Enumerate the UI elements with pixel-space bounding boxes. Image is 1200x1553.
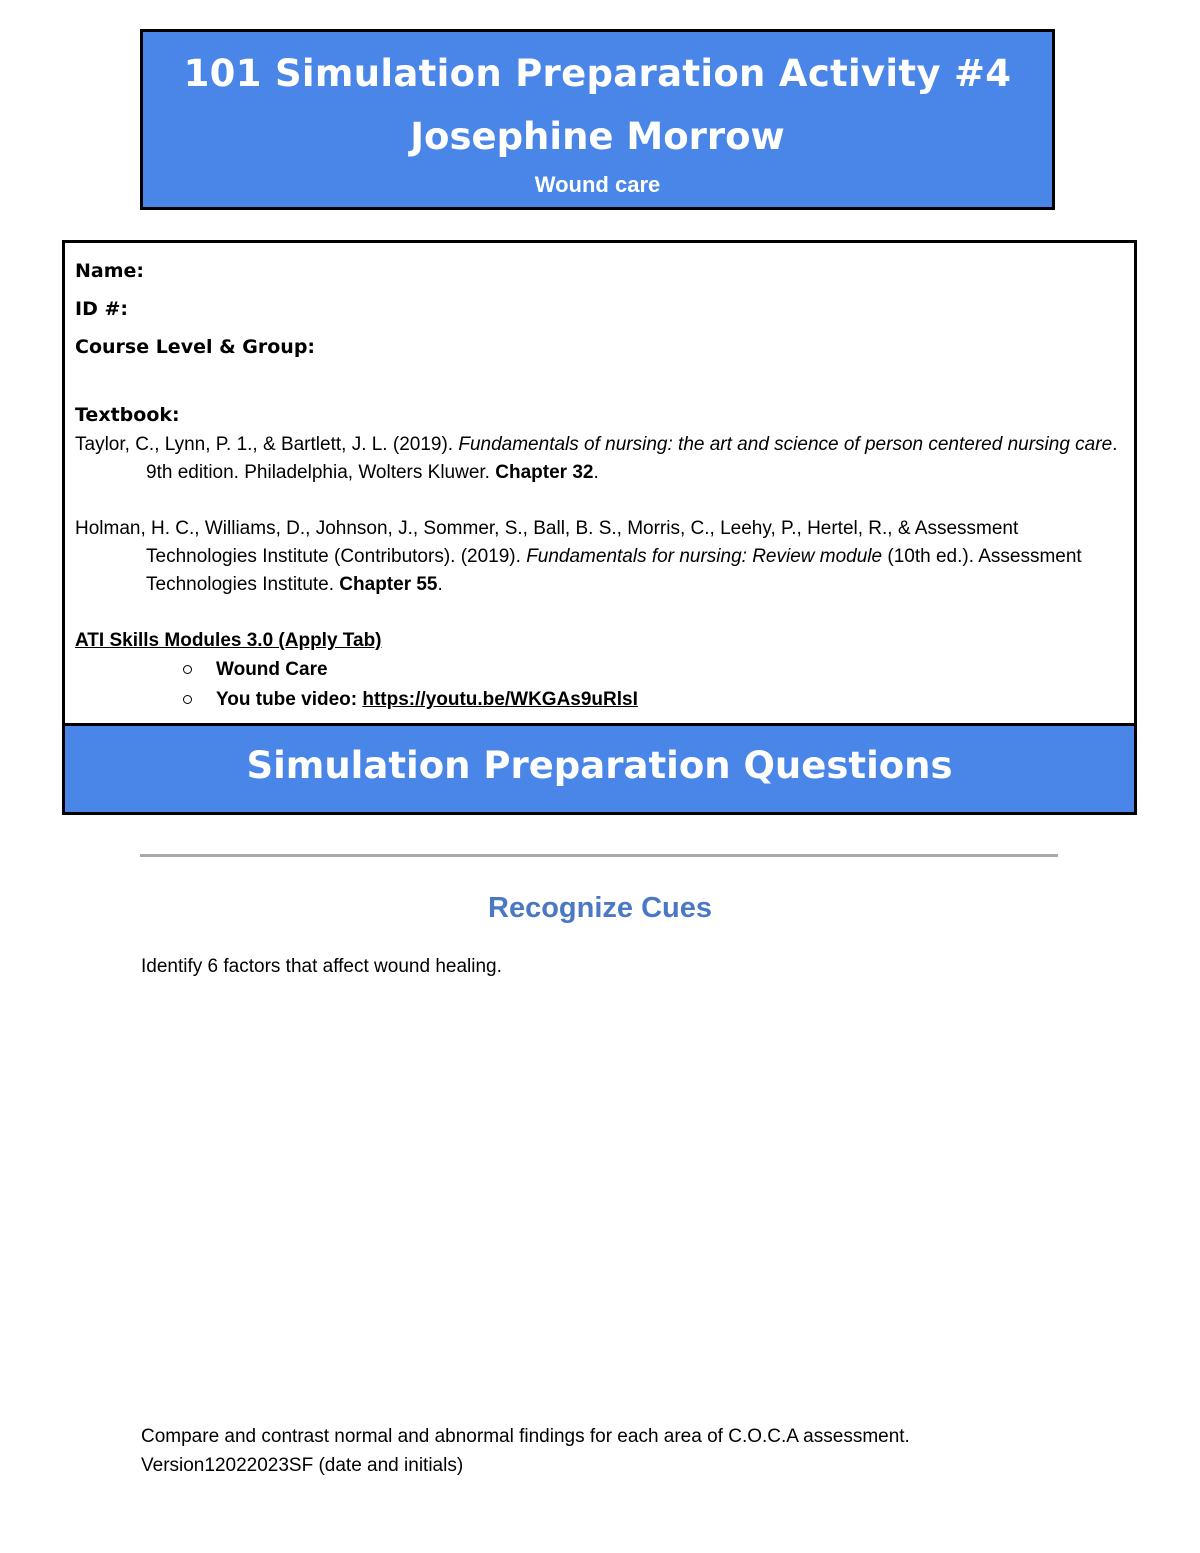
title-banner bbox=[140, 29, 1055, 210]
youtube-link[interactable]: https://youtu.be/WKGAs9uRlsI bbox=[362, 689, 638, 710]
info-box bbox=[62, 240, 1137, 815]
section-bar bbox=[65, 723, 1134, 812]
circle-bullet-icon bbox=[183, 695, 192, 704]
ref2-title: Fundamentals for nursing: Review module bbox=[526, 546, 883, 567]
reference-taylor bbox=[75, 431, 1124, 487]
ref1-authors: Taylor, C., Lynn, P. 1., & Bartlett, J. L. (2019). bbox=[75, 434, 459, 455]
ref1-chapter: Chapter 32 bbox=[495, 462, 594, 483]
patient-name: Josephine Morrow bbox=[410, 115, 785, 158]
list-item-youtube bbox=[75, 685, 1124, 715]
name-label: Name: bbox=[75, 260, 145, 282]
bullet-label: You tube video: bbox=[216, 689, 363, 710]
ref2-end: . bbox=[437, 574, 443, 595]
ref1-end: . bbox=[593, 462, 599, 483]
question-2: Compare and contrast normal and abnormal findings for each area of C.O.C.A assessment. bbox=[141, 1426, 910, 1447]
textbook-label: Textbook: bbox=[75, 404, 180, 426]
version-footer: Version12022023SF (date and initials) bbox=[141, 1455, 464, 1476]
document-title: 101 Simulation Preparation Activity #4 bbox=[183, 52, 1012, 95]
info-content bbox=[75, 259, 1124, 715]
section-title: Recognize Cues bbox=[488, 892, 712, 924]
section-bar-title: Simulation Preparation Questions bbox=[246, 744, 953, 787]
ati-modules-title: ATI Skills Modules 3.0 (Apply Tab) bbox=[75, 630, 382, 651]
question-1: Identify 6 factors that affect wound healing. bbox=[141, 956, 502, 977]
bullet-text: Wound Care bbox=[216, 659, 328, 680]
list-item-wound-care bbox=[75, 655, 1124, 685]
ref2-authors: Holman, H. C., Williams, D., Johnson, J., Sommer, S., Ball, B. S., Morris, C., Leehy, P., Hertel, R., & Assessment Technologies Institute (Contributors). (2019). bbox=[75, 518, 1019, 567]
ref2-rest: (10th ed.). Assessment Technologies Institute. bbox=[146, 546, 1082, 595]
course-label: Course Level & Group: bbox=[75, 336, 316, 358]
divider bbox=[140, 854, 1058, 857]
ref2-chapter: Chapter 55 bbox=[339, 574, 438, 595]
circle-bullet-icon bbox=[183, 665, 192, 674]
ref1-title: Fundamentals of nursing: the art and science of person centered nursing care bbox=[458, 434, 1113, 455]
id-label: ID #: bbox=[75, 298, 128, 320]
reference-holman bbox=[75, 515, 1124, 599]
ref1-rest: . 9th edition. Philadelphia, Wolters Kluwer. bbox=[146, 434, 1118, 483]
topic-subtitle: Wound care bbox=[534, 172, 661, 197]
